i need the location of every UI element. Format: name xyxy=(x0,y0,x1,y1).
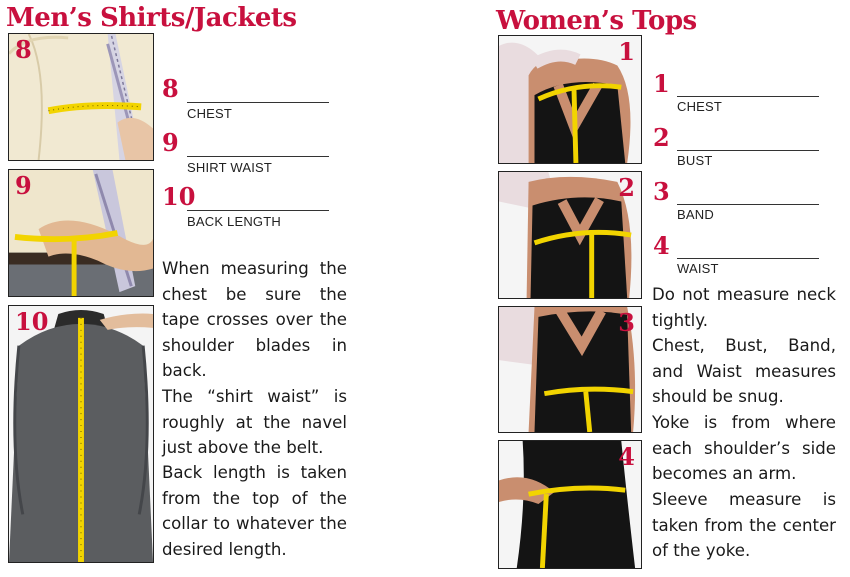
women-chest-fill-line xyxy=(677,96,819,97)
men-chest-note: When measuring the chest be sure the tape crosses over the shoulder blades in back. xyxy=(162,259,347,381)
women-bust-photo-badge: 2 xyxy=(618,173,635,202)
women-waist-photo xyxy=(498,440,642,569)
men-chest-number: 8 xyxy=(162,74,179,103)
women-waist-fill-line xyxy=(677,258,819,259)
women-sleeve-note: Sleeve measure is taken from the center of the yoke. xyxy=(652,490,836,561)
women-band-label: BAND xyxy=(677,207,714,222)
men-shirt-waist-fill-line xyxy=(187,156,329,157)
men-chest-photo xyxy=(8,33,154,161)
men-back-length-label: BACK LENGTH xyxy=(187,214,281,229)
men-chest-fill-line xyxy=(187,102,329,103)
men-shirt-waist-photo xyxy=(8,169,154,297)
women-section-title: Women’s Tops xyxy=(496,6,697,36)
women-band-photo-badge: 3 xyxy=(618,308,635,337)
men-shirt-waist-note: The “shirt waist” is roughly at the navel just above the belt. xyxy=(162,387,347,458)
women-snug-note: Chest, Bust, Band, and Waist measures should be snug. xyxy=(652,336,836,407)
women-bust-label: BUST xyxy=(677,153,713,168)
women-waist-label: WAIST xyxy=(677,261,719,276)
women-band-fill-line xyxy=(677,204,819,205)
women-waist-photo-badge: 4 xyxy=(618,442,635,471)
men-chest-label: CHEST xyxy=(187,106,233,121)
women-bust-fill-line xyxy=(677,150,819,151)
women-bust-number: 2 xyxy=(653,123,670,152)
men-shirt-waist-number: 9 xyxy=(162,128,179,157)
women-band-number: 3 xyxy=(653,177,670,206)
men-shirt-waist-photo-badge: 9 xyxy=(15,171,32,200)
women-chest-photo xyxy=(498,35,642,164)
women-band-photo xyxy=(498,306,642,433)
men-back-length-note: Back length is taken from the top of the collar to whatever the desired length. xyxy=(162,463,347,559)
men-chest-photo-badge: 8 xyxy=(15,35,32,64)
women-chest-photo-badge: 1 xyxy=(618,37,635,66)
women-chest-label: CHEST xyxy=(677,99,723,114)
men-shirt-waist-label: SHIRT WAIST xyxy=(187,160,273,175)
men-back-length-number: 10 xyxy=(162,182,196,211)
women-waist-number: 4 xyxy=(653,231,670,260)
men-back-length-photo xyxy=(8,305,154,563)
men-section-title: Men’s Shirts/Jackets xyxy=(6,3,297,33)
men-back-length-photo-badge: 10 xyxy=(15,307,49,336)
women-bust-photo xyxy=(498,171,642,299)
men-back-length-fill-line xyxy=(187,210,329,211)
women-yoke-note: Yoke is from where each shoulder’s side becomes an arm. xyxy=(652,413,836,484)
women-chest-number: 1 xyxy=(653,69,670,98)
women-neck-note: Do not measure neck tightly. xyxy=(652,285,836,330)
men-back-length-illustration xyxy=(9,306,153,562)
